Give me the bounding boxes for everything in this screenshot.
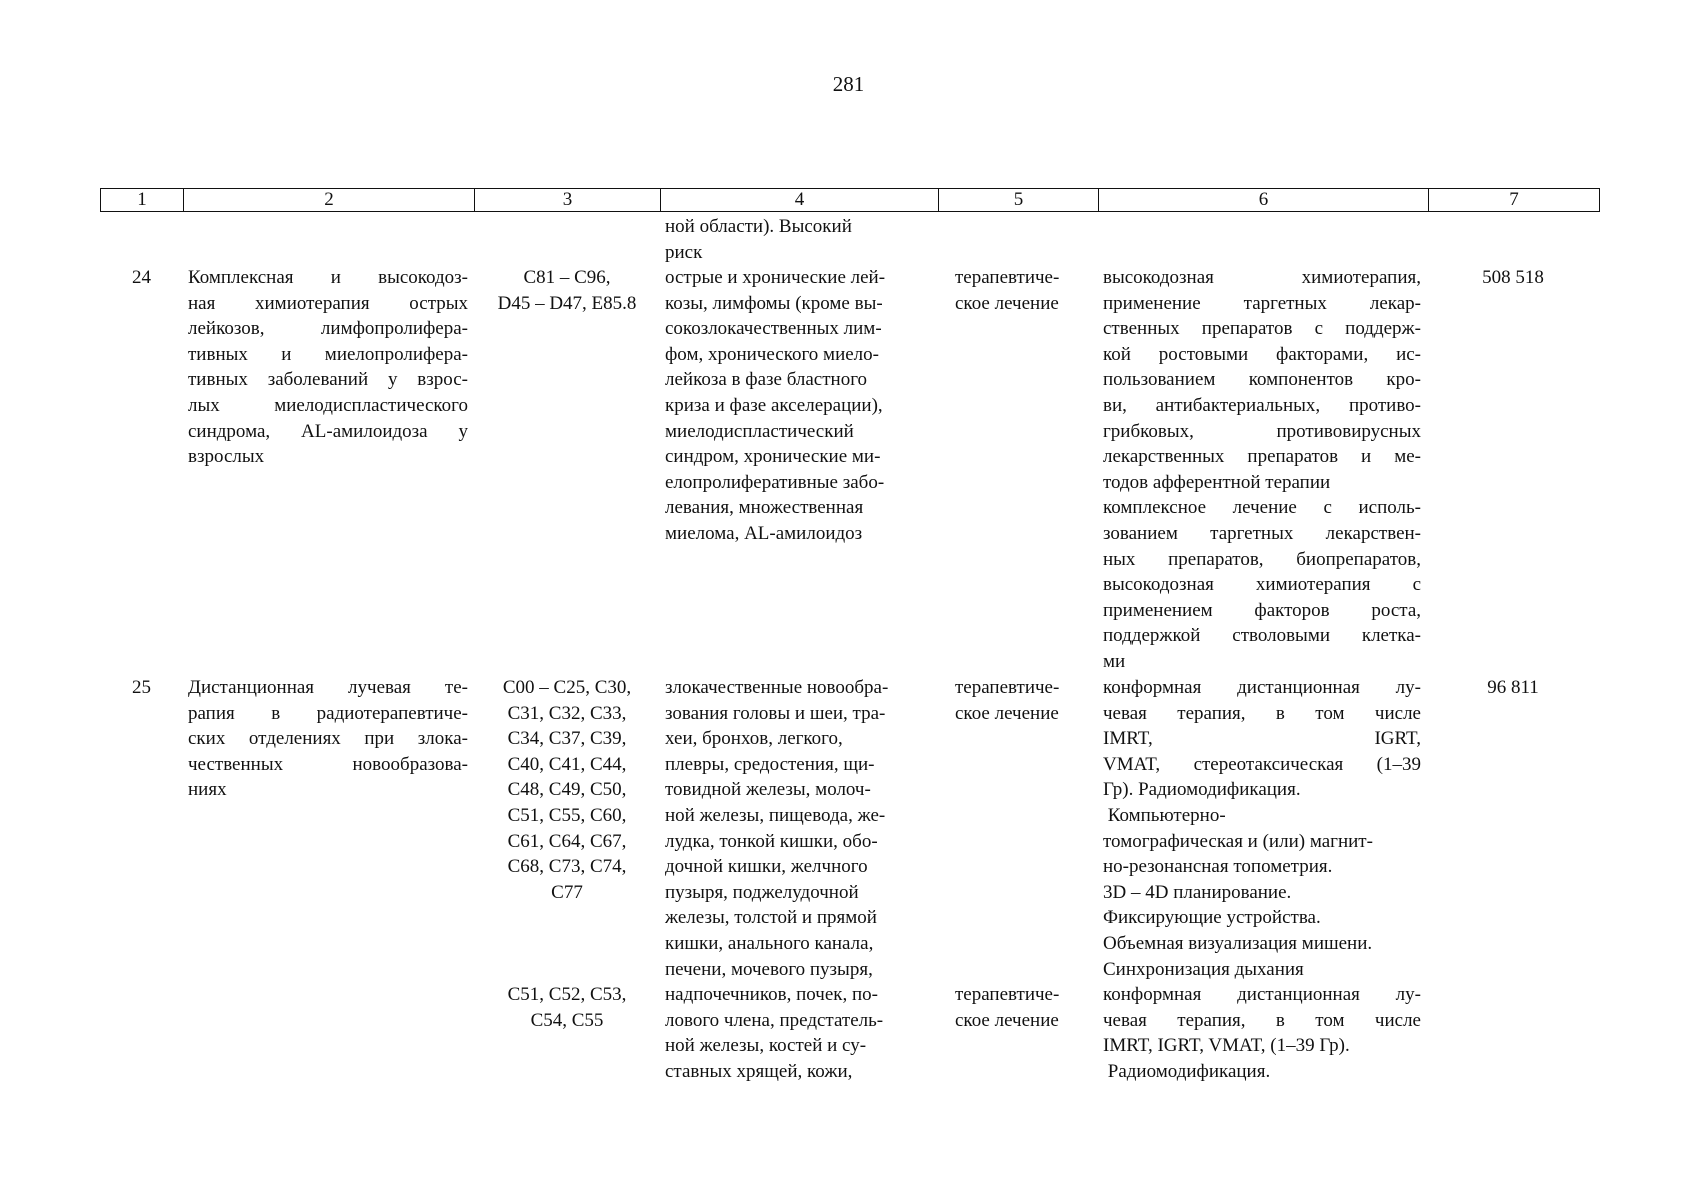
text-line: C00 – C25, C30, bbox=[502, 677, 632, 698]
text-line: Дистанционная лучевая те- bbox=[188, 677, 468, 698]
icd-codes-sub bbox=[474, 982, 660, 1033]
text-line: C77 bbox=[551, 881, 583, 903]
text-line: елопролиферативные забо- bbox=[665, 471, 885, 493]
diagnosis bbox=[665, 675, 930, 1085]
text-line: C61, C64, C67, bbox=[507, 830, 627, 852]
text-line: ставных хрящей, кожи, bbox=[665, 1060, 853, 1082]
text-line: кой ростовыми факторами, ис- bbox=[1103, 343, 1421, 365]
text-line: товидной железы, молоч- bbox=[665, 779, 871, 801]
text-line: кишки, анального канала, bbox=[665, 932, 874, 954]
text-line: лейкоза в фазе бластного bbox=[665, 369, 868, 391]
text-line: пузыря, поджелудочной bbox=[665, 881, 859, 903]
text-line: лового члена, предстатель- bbox=[665, 1009, 884, 1031]
text-line: терапевтиче- bbox=[955, 677, 1060, 698]
text-line: ское лечение bbox=[955, 702, 1059, 724]
text-line: Компьютерно- bbox=[1103, 804, 1226, 826]
treatment-method bbox=[1103, 675, 1421, 982]
text-line: миелодиспластический bbox=[665, 420, 854, 442]
header-col-6: 6 bbox=[1099, 189, 1429, 211]
text-line: тивных заболеваний у взрос- bbox=[188, 369, 468, 391]
text-line: C68, C73, C74, bbox=[507, 856, 627, 878]
text-line: лейкозов, лимфопролифера- bbox=[188, 318, 468, 340]
treatment-type bbox=[955, 675, 1085, 726]
text-line: 3D – 4D планирование. bbox=[1103, 881, 1292, 903]
text-line: но-резонансная топометрия. bbox=[1103, 856, 1333, 878]
text-line: железы, толстой и прямой bbox=[665, 907, 877, 929]
text-line: фом, хронического миело- bbox=[665, 343, 879, 365]
text-line: ных препаратов, биопрепаратов, bbox=[1103, 548, 1421, 570]
treatment-method-sub bbox=[1103, 982, 1421, 1084]
treatment-method bbox=[1103, 265, 1421, 675]
text-line: высокодозная химиотерапия с bbox=[1103, 574, 1421, 596]
text-line: надпочечников, почек, по- bbox=[665, 984, 878, 1006]
cost-value: 96 811 bbox=[1487, 677, 1539, 698]
text-line: грибковых, противовирусных bbox=[1103, 420, 1421, 442]
text-line: лых миелодиспластического bbox=[188, 394, 468, 416]
text-line: C40, C41, C44, bbox=[507, 753, 627, 775]
text-line: ной области). Высокий bbox=[665, 216, 852, 237]
text-line: чевая терапия, в том числе bbox=[1103, 702, 1421, 724]
text-line: криза и фазе акселерации), bbox=[665, 394, 883, 416]
text-line: C81 – C96, bbox=[523, 267, 611, 288]
row-number: 25 bbox=[132, 677, 151, 698]
text-line: синдрома, AL-амилоидоза у bbox=[188, 420, 468, 442]
text-line: C54, C55 bbox=[530, 1009, 604, 1031]
text-line: левания, множественная bbox=[665, 497, 864, 519]
text-line: ви, антибактериальных, противо- bbox=[1103, 394, 1421, 416]
diagnosis bbox=[665, 265, 930, 547]
text-line: пользованием компонентов кро- bbox=[1103, 369, 1421, 391]
header-col-7: 7 bbox=[1509, 189, 1519, 210]
text-line: Синхронизация дыхания bbox=[1103, 958, 1304, 980]
row-number: 24 bbox=[132, 267, 151, 288]
text-line: тивных и миелопролифера- bbox=[188, 343, 468, 365]
text-line: C51, C52, C53, bbox=[507, 984, 627, 1005]
text-line: терапевтиче- bbox=[955, 984, 1060, 1005]
text-line: синдром, хронические ми- bbox=[665, 446, 881, 468]
text-line: ной железы, пищевода, же- bbox=[665, 804, 886, 826]
text-line: конформная дистанционная лу- bbox=[1103, 677, 1421, 698]
header-col-2: 2 bbox=[184, 189, 475, 211]
text-line: рапия в радиотерапевтиче- bbox=[188, 702, 468, 724]
text-line: ских отделениях при злока- bbox=[188, 728, 468, 750]
text-line: лекарственных препаратов и ме- bbox=[1103, 446, 1421, 468]
text-line: взрослых bbox=[188, 446, 265, 468]
text-line: терапевтиче- bbox=[955, 267, 1060, 288]
treatment-type bbox=[955, 265, 1085, 316]
text-line: D45 – D47, E85.8 bbox=[497, 292, 637, 314]
text-line: чественных новообразова- bbox=[188, 753, 468, 775]
header-col-4: 4 bbox=[661, 189, 939, 211]
text-line: IMRT, IGRT, VMAT, (1–39 Гр). bbox=[1103, 1035, 1350, 1057]
text-line: ское лечение bbox=[955, 292, 1059, 314]
text-line: лудка, тонкой кишки, обо- bbox=[665, 830, 878, 852]
table-header-row bbox=[100, 188, 1600, 212]
text-line: сокозлокачественных лим- bbox=[665, 318, 882, 340]
text-line: печени, мочевого пузыря, bbox=[665, 958, 873, 980]
text-line: C51, C55, C60, bbox=[507, 804, 627, 826]
icd-codes bbox=[474, 265, 660, 316]
text-line: поддержкой стволовыми клетка- bbox=[1103, 625, 1421, 647]
text-line: Радиомодификация. bbox=[1103, 1060, 1271, 1082]
text-line: риск bbox=[665, 241, 703, 263]
header-col-1: 1 bbox=[101, 189, 184, 211]
service-name bbox=[188, 265, 468, 470]
text-line: применением факторов роста, bbox=[1103, 599, 1421, 621]
icd-codes bbox=[474, 675, 660, 905]
text-line: конформная дистанционная лу- bbox=[1103, 984, 1421, 1005]
text-line: зованием таргетных лекарствен- bbox=[1103, 522, 1421, 544]
header-col-3: 3 bbox=[475, 189, 661, 211]
text-line: Комплексная и высокодоз- bbox=[188, 267, 468, 288]
carryover-col4 bbox=[665, 214, 930, 265]
text-line: ственных препаратов с поддерж- bbox=[1103, 318, 1421, 340]
text-line: плевры, средостения, щи- bbox=[665, 753, 875, 775]
text-line: комплексное лечение с исполь- bbox=[1103, 497, 1421, 519]
text-line: тодов афферентной терапии bbox=[1103, 471, 1331, 493]
text-line: Объемная визуализация мишени. bbox=[1103, 932, 1373, 954]
text-line: C31, C32, C33, bbox=[507, 702, 627, 724]
text-line: ной железы, костей и су- bbox=[665, 1035, 867, 1057]
cost-value: 508 518 bbox=[1482, 267, 1544, 288]
service-name bbox=[188, 675, 468, 803]
text-line: томографическая и (или) магнит- bbox=[1103, 830, 1373, 852]
text-line: IMRT, IGRT, bbox=[1103, 728, 1421, 750]
page-number: 281 bbox=[832, 72, 865, 96]
text-line: Фиксирующие устройства. bbox=[1103, 907, 1321, 929]
text-line: ная химиотерапия острых bbox=[188, 292, 468, 314]
text-line: ниях bbox=[188, 779, 227, 801]
treatment-type-sub bbox=[955, 982, 1085, 1033]
text-line: козы, лимфомы (кроме вы- bbox=[665, 292, 883, 314]
text-line: миелома, AL-амилоидоз bbox=[665, 522, 863, 544]
text-line: злокачественные новообра- bbox=[665, 677, 889, 698]
text-line: Гр). Радиомодификация. bbox=[1103, 779, 1301, 801]
text-line: C34, C37, C39, bbox=[507, 728, 627, 750]
header-col-5: 5 bbox=[939, 189, 1099, 211]
text-line: применение таргетных лекар- bbox=[1103, 292, 1421, 314]
text-line: VMAT, стереотаксическая (1–39 bbox=[1103, 753, 1421, 775]
text-line: дочной кишки, желчного bbox=[665, 856, 868, 878]
text-line: высокодозная химиотерапия, bbox=[1103, 267, 1421, 288]
text-line: ское лечение bbox=[955, 1009, 1059, 1031]
text-line: зования головы и шеи, тра- bbox=[665, 702, 886, 724]
text-line: C48, C49, C50, bbox=[507, 779, 627, 801]
text-line: хеи, бронхов, легкого, bbox=[665, 728, 843, 750]
text-line: чевая терапия, в том числе bbox=[1103, 1009, 1421, 1031]
text-line: острые и хронические лей- bbox=[665, 267, 886, 288]
text-line: ми bbox=[1103, 650, 1126, 672]
